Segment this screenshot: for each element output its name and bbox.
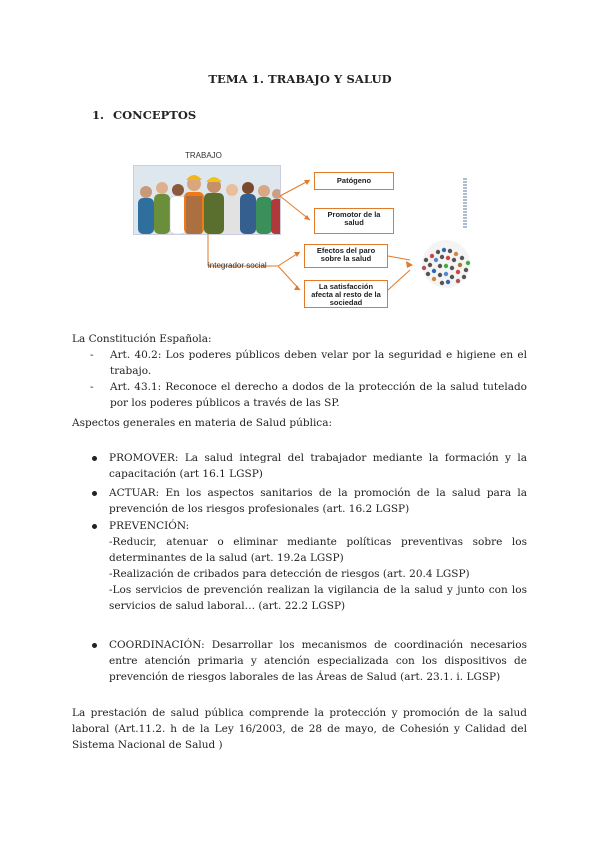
box-patogeno: Patógeno [314, 172, 394, 190]
label-trabajo: TRABAJO [185, 151, 222, 160]
label-integrador: integrador social [208, 261, 267, 270]
section-heading [92, 108, 196, 122]
list-item: - Art. 43.1: Reconoce el derecho a dodos de la protección de la salud tutelado por los poderes públicos a través de las SP. [90, 381, 527, 409]
aspectos-heading: Aspectos generales en materia de Salud pública: [72, 417, 332, 429]
prevencion-item-3: -Los servicios de prevención realizan la vigilancia de la salud y junto con los servicios de salud laboral… (art. 22.2 LGSP) [109, 584, 527, 612]
bullet-icon [92, 524, 97, 529]
constitucion-list [90, 347, 527, 411]
bullet-icon [92, 643, 97, 648]
final-paragraph: La prestación de salud pública comprende la protección y promoción de la salud laboral (Art.11.2. h de la Ley 16/2003, de 28 de mayo, de Cohesión y Calidad del Sistema Nacional de Salud ) [72, 707, 527, 751]
prevencion-item-2: -Realización de cribados para detección de riesgos (art. 20.4 LGSP) [109, 568, 470, 580]
bullet-icon [92, 456, 97, 461]
bullet-actuar: ACTUAR: En los aspectos sanitarios de la promoción de la salud para la prevención de los riesgos profesionales (art. 16.2 LGSP) [109, 485, 527, 517]
bullet-icon [92, 491, 97, 496]
constitucion-heading: La Constitución Española: [72, 333, 212, 345]
section-number: 1. [92, 108, 105, 122]
section-label: CONCEPTOS [113, 108, 197, 122]
list-item: - Art. 40.2: Los poderes públicos deben velar por la seguridad e higiene en el trabajo. [90, 349, 527, 377]
concept-diagram [130, 148, 480, 313]
document-title: TEMA 1. TRABAJO Y SALUD [208, 72, 392, 86]
box-satisfaccion: La satisfacción afecta al resto de la sociedad [304, 280, 388, 308]
prevencion-title: PREVENCIÓN: [109, 520, 190, 532]
bullet-prevencion [109, 518, 527, 614]
box-efectos: Efectos del paro sobre la salud [304, 244, 388, 268]
box-promotor: Promotor de la salud [314, 208, 394, 234]
bullet-coordinacion: COORDINACIÓN: Desarrollar los mecanismos de coordinación necesarios entre atención primaria y atención especializada con los dispositivos de prevención de riesgos laborales de las Áreas de Salud (art. 23.1. i. LGSP) [109, 637, 527, 685]
bullet-promover: PROMOVER: La salud integral del trabajador mediante la formación y la capacitación (art 16.1 LGSP) [109, 450, 527, 482]
crowd-illustration [412, 238, 480, 290]
vertical-caption-mark [463, 178, 467, 228]
prevencion-item-1: -Reducir, atenuar o eliminar mediante políticas preventivas sobre los determinantes de la salud (art. 19.2a LGSP) [109, 536, 527, 564]
